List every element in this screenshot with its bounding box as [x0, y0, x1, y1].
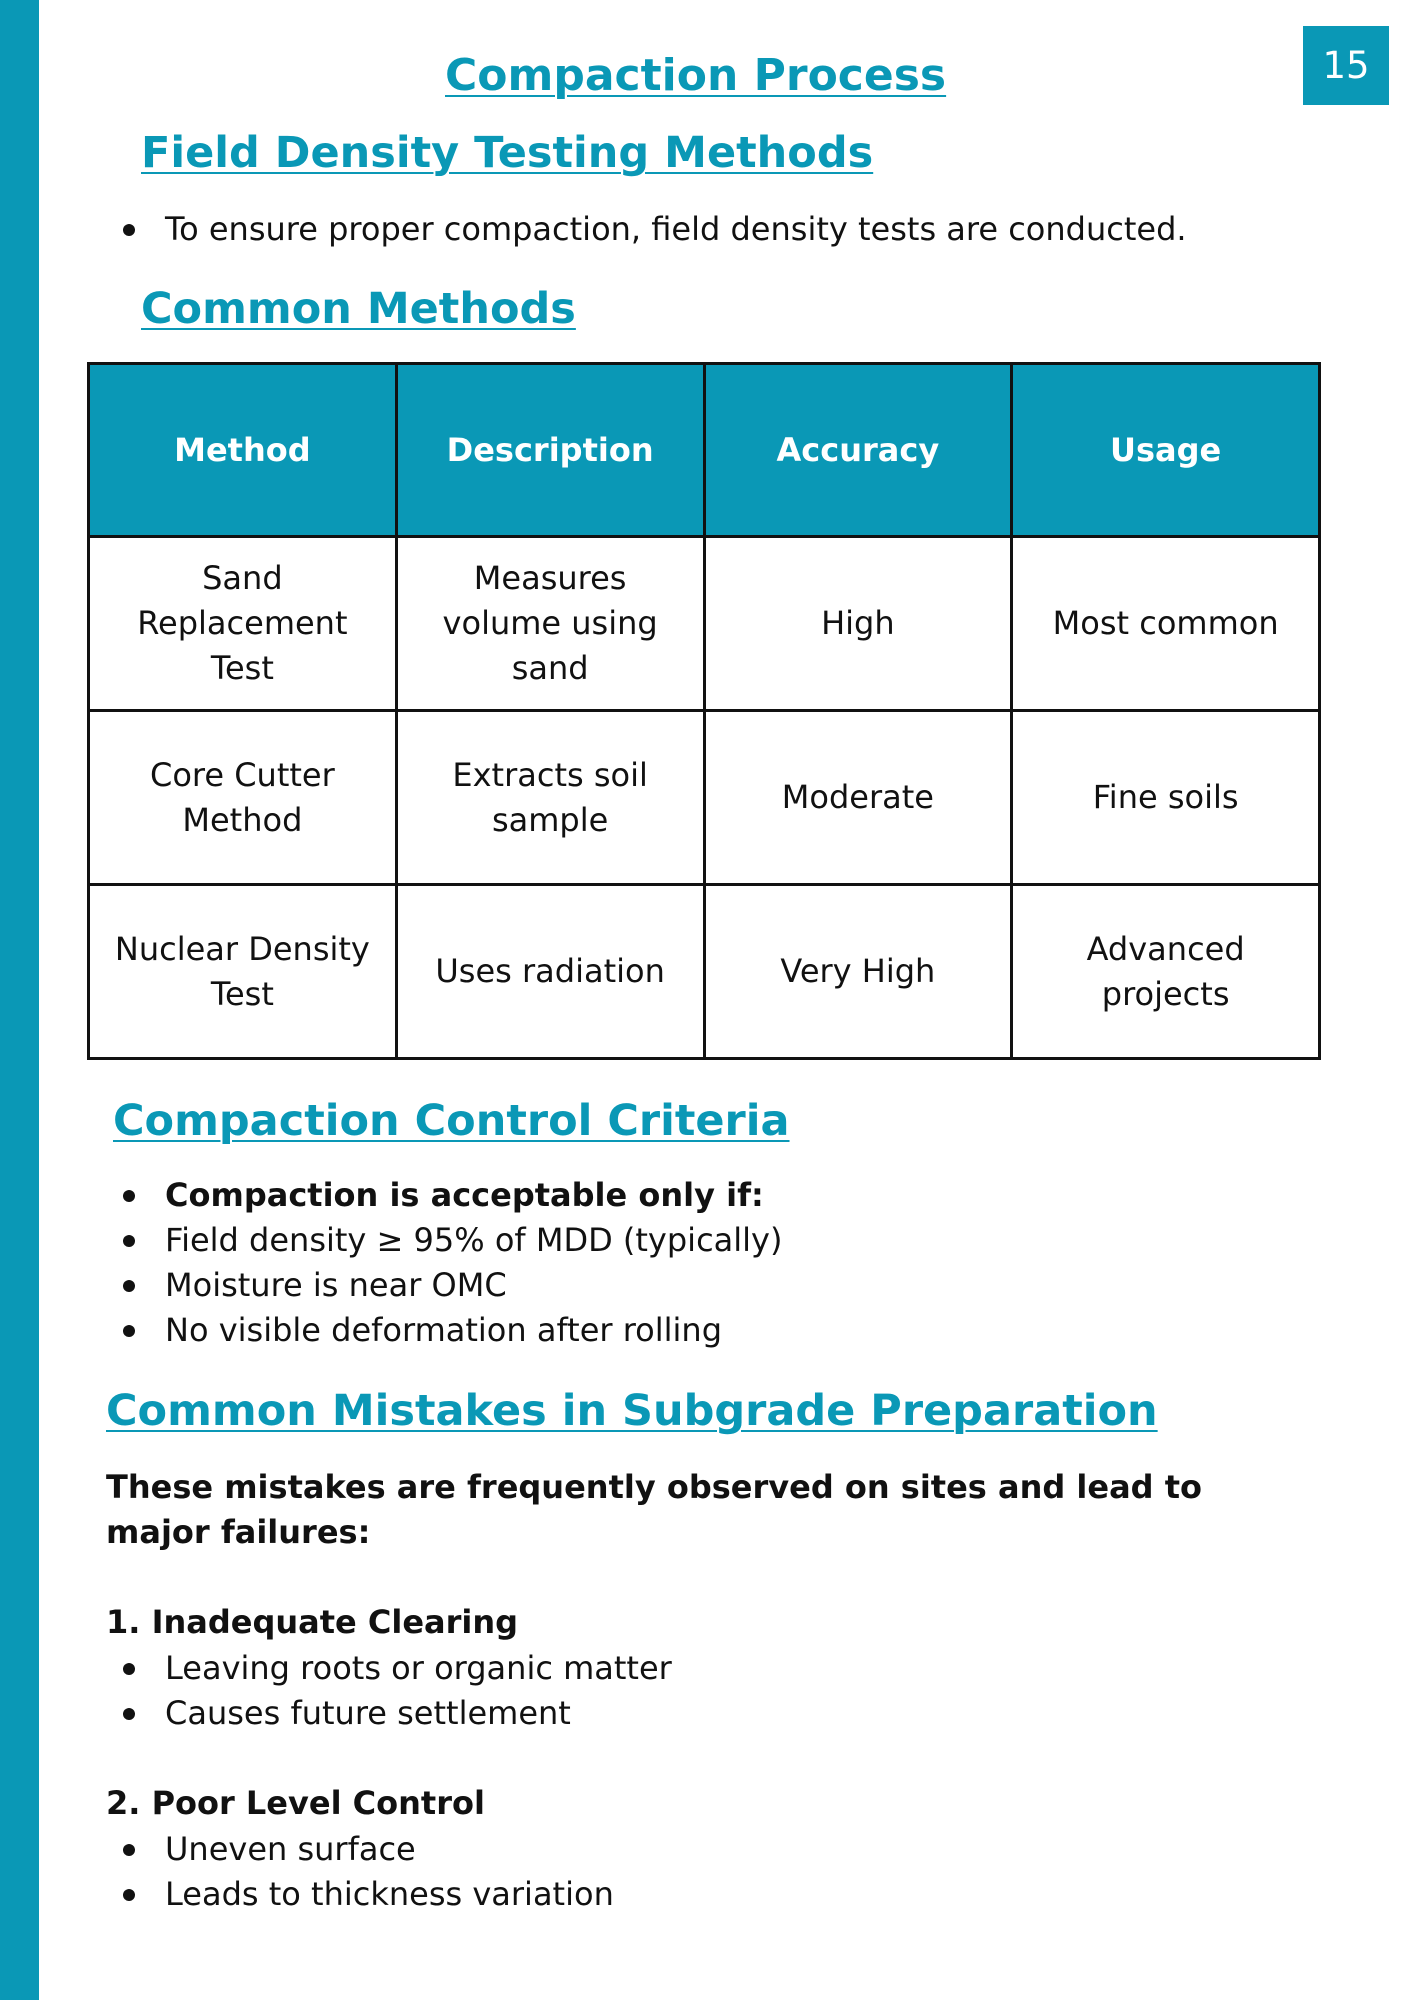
list-item: Leads to thickness variation	[106, 1872, 614, 1917]
field-density-heading: Field Density Testing Methods	[141, 128, 874, 178]
page-number: 15	[1303, 26, 1389, 105]
common-methods-heading: Common Methods	[141, 284, 576, 334]
table-row	[89, 711, 1320, 885]
common-mistakes-heading: Common Mistakes in Subgrade Preparation	[106, 1386, 1158, 1436]
table-row	[89, 537, 1320, 711]
mistake-bullets	[106, 1646, 672, 1736]
cell-accuracy: Moderate	[704, 711, 1012, 885]
cell-usage: Fine soils	[1012, 711, 1320, 885]
list-item: To ensure proper compaction, field density tests are conducted.	[106, 207, 1187, 252]
list-item: Field density ≥ 95% of MDD (typically)	[106, 1218, 782, 1263]
left-accent-bar	[0, 0, 39, 2000]
cell-usage: Advanced projects	[1012, 885, 1320, 1059]
mistake-title: 1. Inadequate Clearing	[106, 1603, 519, 1641]
control-criteria-heading: Compaction Control Criteria	[113, 1096, 790, 1146]
mistake-bullets	[106, 1827, 614, 1917]
column-header-usage: Usage	[1012, 364, 1320, 537]
cell-description: Uses radiation	[396, 885, 704, 1059]
methods-table	[87, 362, 1321, 1060]
table-row	[89, 885, 1320, 1059]
page-title: Compaction Process	[445, 50, 947, 101]
cell-usage: Most common	[1012, 537, 1320, 711]
list-item: Moisture is near OMC	[106, 1263, 782, 1308]
list-item: No visible deformation after rolling	[106, 1308, 782, 1353]
list-item: Compaction is acceptable only if:	[106, 1173, 782, 1218]
cell-method: Sand Replacement Test	[89, 537, 397, 711]
cell-method: Nuclear Density Test	[89, 885, 397, 1059]
cell-description: Extracts soil sample	[396, 711, 704, 885]
cell-method: Core Cutter Method	[89, 711, 397, 885]
field-density-list	[106, 207, 1187, 252]
control-criteria-list	[106, 1173, 782, 1353]
table-header-row	[89, 364, 1320, 537]
column-header-accuracy: Accuracy	[704, 364, 1012, 537]
column-header-description: Description	[396, 364, 704, 537]
mistake-title: 2. Poor Level Control	[106, 1784, 485, 1822]
cell-accuracy: High	[704, 537, 1012, 711]
cell-description: Measures volume using sand	[396, 537, 704, 711]
column-header-method: Method	[89, 364, 397, 537]
list-item: Uneven surface	[106, 1827, 614, 1872]
list-item: Leaving roots or organic matter	[106, 1646, 672, 1691]
cell-accuracy: Very High	[704, 885, 1012, 1059]
mistakes-intro: These mistakes are frequently observed on sites and lead to major failures:	[106, 1468, 1202, 1551]
list-item: Causes future settlement	[106, 1691, 672, 1736]
